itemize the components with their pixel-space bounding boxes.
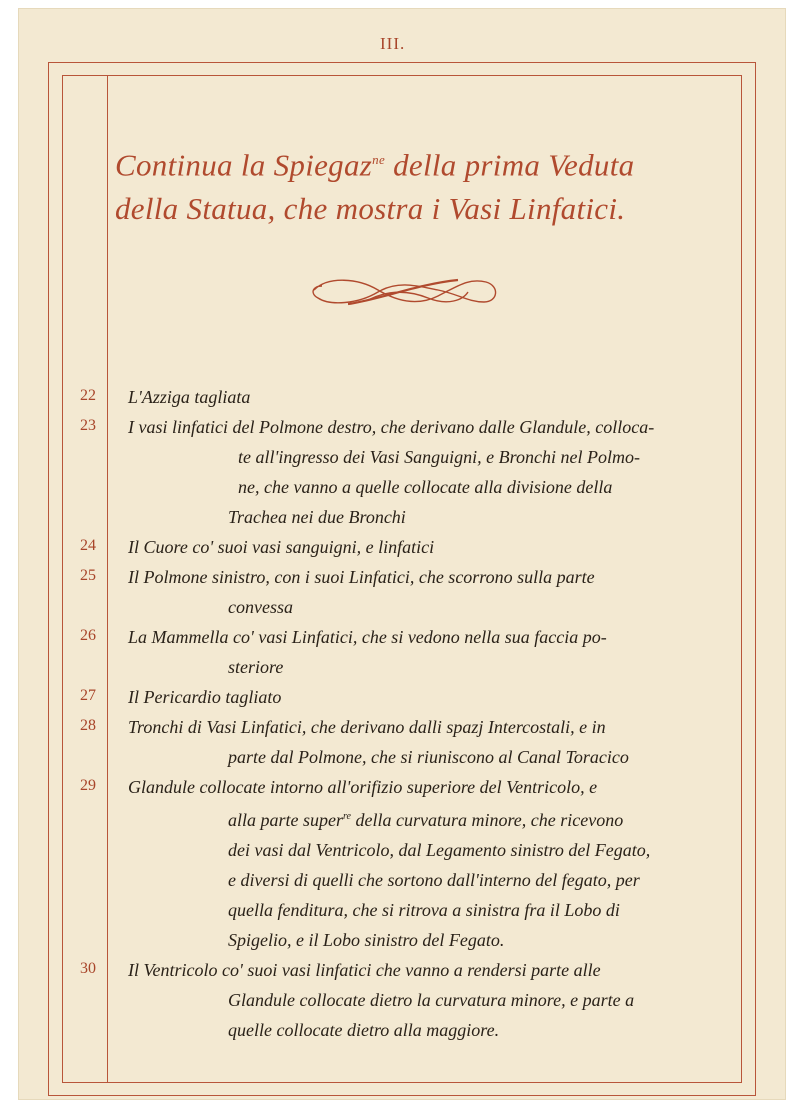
- page-number: III.: [380, 34, 406, 53]
- list-item: [0, 772, 800, 955]
- list-item: [0, 712, 800, 772]
- list-item: [0, 412, 800, 532]
- entry-number: 29: [80, 777, 96, 794]
- entry-number: 22: [80, 387, 96, 404]
- entry-text: Tronchi di Vasi Linfatici, che derivano dalli spazj Intercostali, e in parte dal Polmone, che si riuniscono al Canal Toracico: [128, 717, 629, 767]
- entry-text: Il Polmone sinistro, con i suoi Linfatici, che scorrono sulla parte convessa: [128, 567, 595, 617]
- entry-text: Il Ventricolo co' suoi vasi linfatici che vanno a rendersi parte alle Glandule collocate dietro la curvatura minore, e parte a quelle collocate dietro alla maggiore.: [128, 960, 635, 1040]
- entry-text: La Mammella co' vasi Linfatici, che si vedono nella sua faccia po- steriore: [128, 627, 607, 677]
- list-item: [0, 955, 800, 1045]
- page-heading: [115, 138, 715, 231]
- entry-number: 28: [80, 717, 96, 734]
- entry-number: 25: [80, 567, 96, 584]
- entry-text: Il Cuore co' suoi vasi sanguigni, e linfatici: [128, 537, 435, 557]
- list-item: [0, 622, 800, 682]
- entry-text: I vasi linfatici del Polmone destro, che derivano dalle Glandule, colloca- te all'ingresso dei Vasi Sanguigni, e Bronchi nel Polmo- ne, che vanno a quelle collocate alla divisione della Trachea nei due Bronchi: [128, 417, 655, 527]
- entry-number: 24: [80, 537, 96, 554]
- heading-line-1: Continua la Spiegaz$^{ne}$ della prima Veduta: [115, 147, 635, 183]
- entry-list: [0, 382, 800, 1045]
- entry-number: 26: [80, 627, 96, 644]
- list-item: [0, 382, 800, 412]
- entry-number: 23: [80, 417, 96, 434]
- heading-line-2: della Statua, che mostra i Vasi Linfatici.: [115, 191, 626, 227]
- list-item: [0, 532, 800, 562]
- entry-number: 30: [80, 960, 96, 977]
- entry-text: Il Pericardio tagliato: [128, 687, 282, 707]
- entry-text: Glandule collocate intorno all'orifizio superiore del Ventricolo, e alla parte super$^{re}$ della curvatura minore, che ricevono dei vasi dal Ventricolo, dal Legamento sinistro del Fegato, e diversi di quelli che sortono dall'interno del fegato, per quella fenditura, che si ritrova a sinistra fra il Lobo di Spigelio, e il Lobo sinistro del Fegato.: [128, 777, 651, 950]
- list-item: [0, 682, 800, 712]
- entry-text: L'Azziga tagliata: [128, 387, 251, 407]
- list-item: [0, 562, 800, 622]
- entry-number: 27: [80, 687, 96, 704]
- calligraphic-flourish: [308, 270, 504, 316]
